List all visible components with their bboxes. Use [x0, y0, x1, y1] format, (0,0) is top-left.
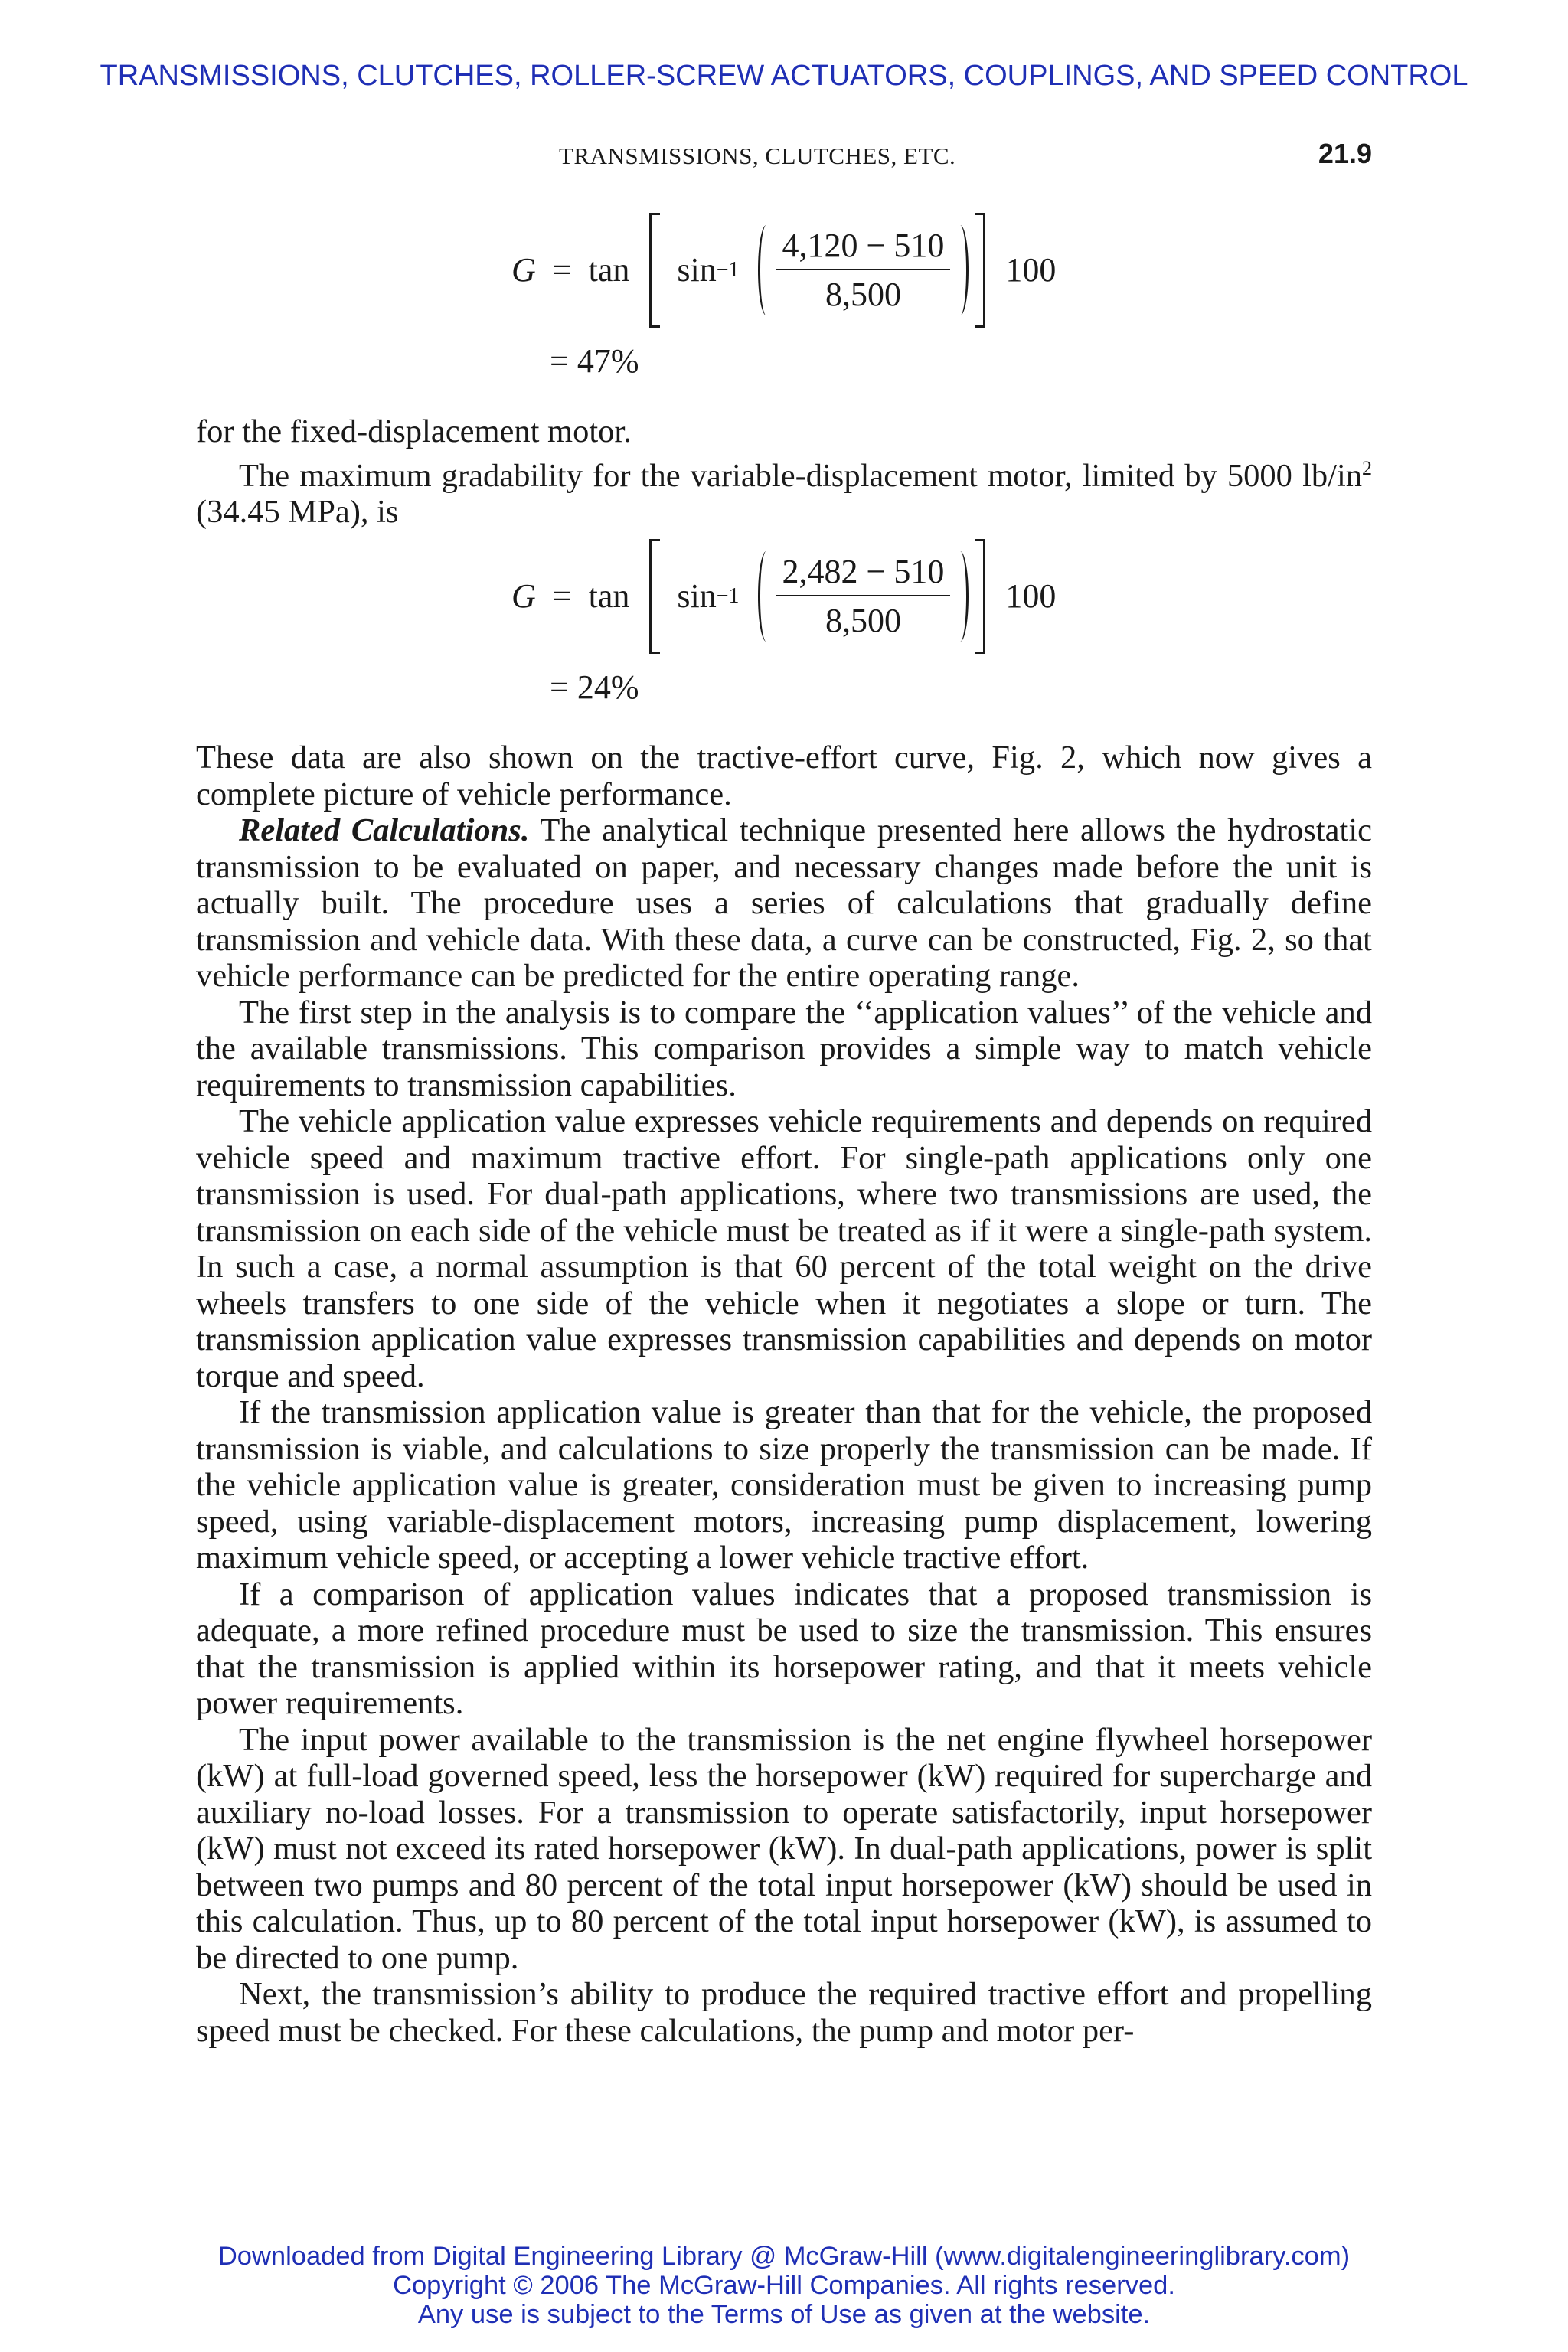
- eq2-result: = 24%: [550, 668, 639, 706]
- eq2-inv: sin: [677, 577, 717, 615]
- para-max-unit: lb/in: [1302, 457, 1363, 494]
- para-fixed: for the fixed-displacement motor.: [196, 413, 632, 449]
- eq1-denominator: 8,500: [825, 276, 901, 313]
- eq1-right-paren: [955, 225, 969, 315]
- page-number: 21.9: [1318, 138, 1372, 169]
- related-calculations-heading: Related Calculations.: [239, 812, 530, 848]
- paragraph-2: [196, 812, 1372, 995]
- eq1-equals: =: [552, 251, 572, 289]
- paragraph-2-text: The analytical technique presented here allows the hydrostatic transmission to be evaluated on paper, and necessary changes made before the unit is actually built. The procedure uses a series of calculations that gradually define transmission and vehicle data. With these data, a curve can be constructed, Fig. 2, so that vehicle performance can be predicted for the entire operating range.: [196, 812, 1372, 994]
- eq2-lhs: G: [511, 577, 536, 615]
- eq1-left-bracket: [649, 213, 660, 328]
- running-head: TRANSMISSIONS, CLUTCHES, ETC.: [559, 142, 956, 169]
- eq1-right-bracket: [975, 213, 985, 328]
- paragraph-4: The vehicle application value expresses vehicle requirements and depends on required vehicle speed and maximum tractive effort. For single-path applications only one transmission is used. For dual-path applications, where two transmissions are used, the transmission on each side of the vehicle must be treated as if it were a single-path system. In such a case, a normal assumption is that 60 percent of the total weight on the drive wheels transfers to one side of the vehicle when it negotiates a slope or turn. The transmission application value expresses transmission capabilities and depends on motor torque and speed.: [196, 1103, 1372, 1394]
- body-text: [196, 740, 1372, 2049]
- eq2-equals: =: [552, 577, 572, 615]
- para-max-sup: 2: [1362, 456, 1373, 479]
- footer: [0, 2242, 1568, 2329]
- paragraph-6: If a comparison of application values indicates that a proposed transmission is adequate, a more refined procedure must be used to size the transmission. This ensures that the transmission is applied within its horsepower rating, and that it meets vehicle power requirements.: [196, 1576, 1372, 1721]
- footer-copyright: Copyright © 2006 The McGraw-Hill Companies. All rights reserved.: [393, 2271, 1175, 2300]
- eq2-left-paren: [758, 551, 772, 642]
- eq1-result: = 47%: [550, 342, 639, 380]
- eq1-fraction: [776, 229, 951, 312]
- paragraph-7: The input power available to the transmission is the net engine flywheel horsepower (kW) at full-load governed speed, less the horsepower (kW) required for supercharge and auxiliary no-load losses. For a transmission to operate satisfactorily, input horsepower (kW) must not exceed its rated horsepower (kW). In dual-path applications, power is split between two pumps and 80 percent of the total input horsepower (kW) should be used in this calculation. Thus, up to 80 percent of the total input horsepower (kW), is assumed to be directed to one pump.: [196, 1721, 1372, 1976]
- footer-terms-link[interactable]: Any use is subject to the Terms of Use as given at the website.: [417, 2300, 1151, 2329]
- para-max-rest: (34.45 MPa), is: [196, 494, 399, 531]
- footer-download-link[interactable]: Downloaded from Digital Engineering Library @ McGraw-Hill (www.digitalengineeringlibrary.com): [217, 2242, 1351, 2271]
- para-max-line1: The maximum gradability for the variable-displacement motor, limited by 5000: [239, 457, 1292, 494]
- eq2-func: tan: [588, 577, 630, 615]
- paragraph-3: The first step in the analysis is to compare the ‘‘application values’’ of the vehicle and the available transmissions. This comparison provides a simple way to match vehicle requirements to transmission capabilities.: [196, 994, 1372, 1103]
- eq2-right-bracket: [975, 539, 985, 654]
- paragraph-5: If the transmission application value is greater than that for the vehicle, the proposed transmission is viable, and calculations to size properly the transmission can be made. If the vehicle application value is greater, consideration must be given to increasing pump speed, using variable-displacement motors, increasing pump displacement, lowering maximum vehicle speed, or accepting a lower vehicle tractive effort.: [196, 1394, 1372, 1576]
- eq2-denominator: 8,500: [825, 602, 901, 639]
- document-banner[interactable]: TRANSMISSIONS, CLUTCHES, ROLLER-SCREW ACTUATORS, COUPLINGS, AND SPEED CONTROL: [100, 60, 1468, 92]
- paragraph-8: Next, the transmission’s ability to produce the required tractive effort and propelling speed must be checked. For these calculations, the pump and motor per-: [196, 1976, 1372, 2049]
- eq2-left-bracket: [649, 539, 660, 654]
- eq1-multiplier: 100: [1005, 251, 1057, 289]
- eq2-fraction: [776, 555, 951, 638]
- equation-2: [511, 539, 1056, 654]
- eq1-lhs: G: [511, 251, 536, 289]
- para-max: [196, 450, 1372, 531]
- eq1-numerator: 4,120 − 510: [776, 229, 951, 270]
- eq1-inv: sin: [677, 251, 717, 289]
- para-fixed-block: [196, 413, 1372, 531]
- eq1-func: tan: [588, 251, 630, 289]
- equation-1: [511, 213, 1056, 328]
- eq2-inv-sup: −1: [716, 584, 740, 608]
- eq1-inv-sup: −1: [716, 258, 740, 282]
- eq2-numerator: 2,482 − 510: [776, 555, 951, 596]
- paragraph-1: These data are also shown on the tractive-effort curve, Fig. 2, which now gives a complete picture of vehicle performance.: [196, 740, 1372, 812]
- eq2-right-paren: [955, 551, 969, 642]
- eq1-left-paren: [758, 225, 772, 315]
- eq2-multiplier: 100: [1005, 577, 1057, 615]
